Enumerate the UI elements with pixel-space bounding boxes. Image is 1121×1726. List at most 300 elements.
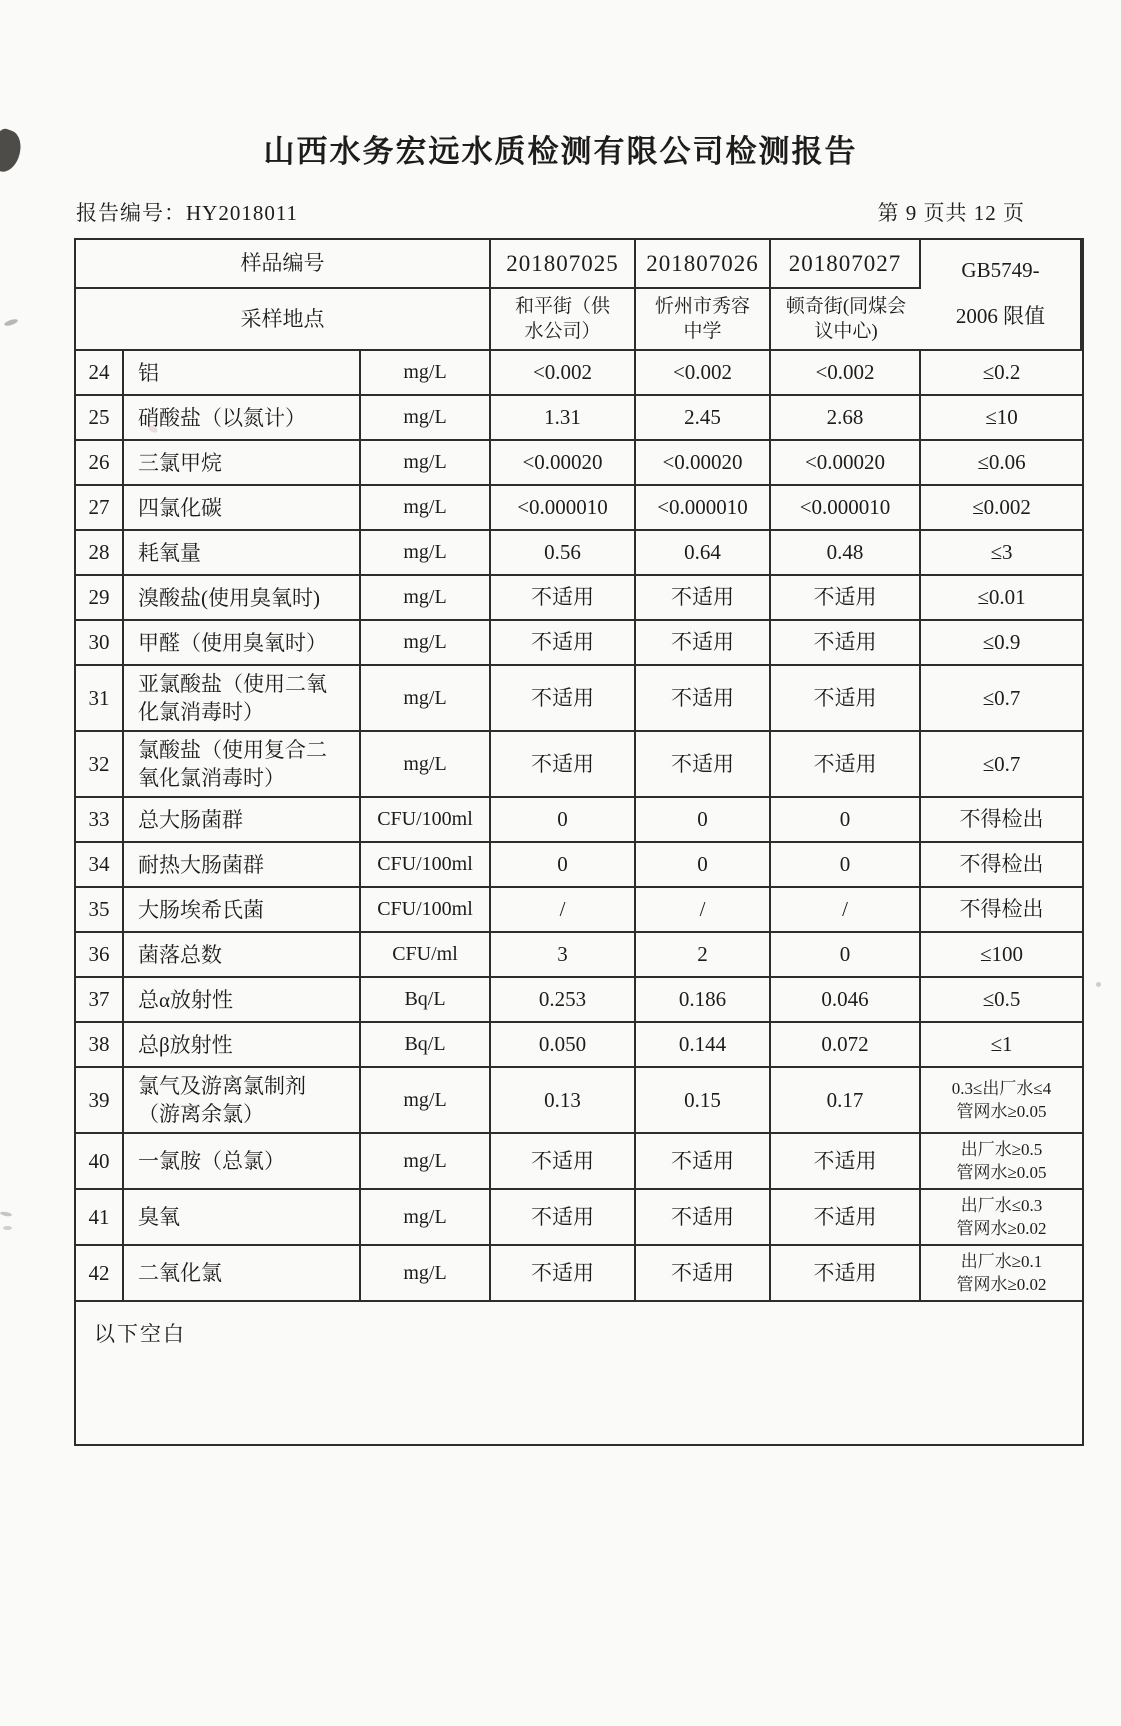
sample-value	[771, 1134, 921, 1188]
unit-text: mg/L	[403, 1088, 447, 1111]
unit	[361, 1068, 491, 1132]
scan-artifact	[1096, 982, 1101, 987]
table-row	[76, 441, 1082, 486]
unit-text: mg/L	[403, 496, 447, 518]
row-number-text: 28	[88, 540, 110, 564]
parameter-name-line: 甲醛（使用臭氧时）	[138, 630, 327, 655]
parameter-name-line: 化氯消毒时）	[138, 700, 264, 724]
sample-value-text: <0.000010	[799, 495, 891, 519]
blank-row	[76, 1302, 1082, 1444]
limit-value	[921, 576, 1082, 619]
sample-value	[636, 666, 771, 730]
parameter-name-line: 总大肠菌群	[138, 807, 243, 832]
row-number-text: 34	[88, 852, 110, 876]
sample-value	[771, 351, 921, 394]
unit-text: Bq/L	[404, 1033, 446, 1055]
sample-value-text: 0.050	[538, 1032, 587, 1056]
row-number-text: 33	[88, 807, 110, 831]
sample-value-text: 0.13	[544, 1087, 581, 1112]
sample-value	[491, 732, 636, 796]
parameter-name-line: 氯气及游离氯制剂	[138, 1074, 306, 1098]
limit-value-line: ≤0.7	[982, 685, 1021, 710]
sample-value-text: 0.144	[678, 1032, 727, 1056]
table-row	[76, 843, 1082, 888]
sample-value	[491, 888, 636, 931]
limit-value	[921, 1023, 1082, 1066]
sample-value	[491, 666, 636, 730]
sample-value-text: <0.000010	[517, 495, 608, 519]
parameter-name	[124, 732, 361, 796]
sample-value	[491, 1068, 636, 1132]
parameter-name	[124, 576, 361, 619]
sample-value-text: 0.046	[821, 987, 869, 1011]
sample-value-text: 0.17	[826, 1087, 864, 1112]
sample-value-text: 0	[839, 852, 851, 876]
parameter-name	[124, 531, 361, 574]
limit-value-line: 0.3≤出厂水≤4	[951, 1079, 1052, 1098]
row-number-text: 39	[88, 1087, 110, 1112]
row-number	[76, 486, 124, 529]
sample-value	[771, 441, 921, 484]
unit-text: mg/L	[403, 1149, 447, 1172]
unit	[361, 732, 491, 796]
limit-value-line: ≤0.01	[977, 585, 1026, 609]
parameter-name-line: 耗氧量	[138, 540, 201, 565]
sample-value-text: 3	[557, 942, 568, 966]
limit-value	[921, 978, 1082, 1021]
limit-value	[921, 1246, 1082, 1300]
limit-value-line: ≤0.2	[982, 360, 1021, 384]
unit	[361, 1246, 491, 1300]
parameter-name-line: 一氯胺（总氯）	[138, 1149, 285, 1173]
sample-value	[636, 732, 771, 796]
parameter-name-line: 氯酸盐（使用复合二	[138, 738, 327, 762]
limit-value-line: ≤0.002	[972, 495, 1031, 519]
limit-value-line: 出厂水≥0.1	[960, 1252, 1043, 1271]
parameter-name	[124, 978, 361, 1021]
row-number-text: 29	[88, 585, 110, 609]
unit-text: CFU/100ml	[377, 808, 473, 830]
sample-value-text: 不适用	[531, 1204, 594, 1229]
sample-value	[771, 486, 921, 529]
sample-value-text: 不适用	[671, 585, 734, 609]
table-row	[76, 621, 1082, 666]
table-row	[76, 888, 1082, 933]
row-number	[76, 1246, 124, 1300]
location-line: 忻州市秀容	[654, 296, 750, 317]
row-number	[76, 531, 124, 574]
sample-value	[491, 351, 636, 394]
unit-text: mg/L	[403, 686, 447, 709]
limit-value-line: 不得检出	[959, 897, 1044, 921]
parameter-name	[124, 888, 361, 931]
sample-value-text: <0.00020	[522, 450, 603, 474]
parameter-name	[124, 1134, 361, 1188]
row-number	[76, 978, 124, 1021]
sample-value-text: 不适用	[813, 585, 877, 609]
row-number	[76, 396, 124, 439]
limit-value-line: ≤0.5	[982, 987, 1021, 1011]
unit	[361, 843, 491, 886]
sample-value	[636, 843, 771, 886]
limit-header-line: 2006 限值	[955, 303, 1046, 328]
sample-value	[636, 1023, 771, 1066]
table-row	[76, 1190, 1082, 1246]
parameter-name-line: 硝酸盐（以氮计）	[138, 405, 306, 430]
location-3	[771, 289, 921, 351]
sample-value	[636, 441, 771, 484]
row-number	[76, 798, 124, 841]
sample-value	[771, 576, 921, 619]
sample-value-text: 不适用	[813, 751, 877, 776]
sample-value-text: 0.186	[678, 987, 727, 1011]
parameter-name-line: 三氯甲烷	[138, 450, 222, 475]
row-number-text: 27	[88, 495, 110, 519]
location-line: 顿奇街(同煤会	[785, 296, 907, 317]
sample-value-text: 0	[697, 852, 708, 876]
sample-value	[491, 798, 636, 841]
sample-value-text: 0.56	[544, 540, 581, 564]
unit	[361, 396, 491, 439]
unit-text: mg/L	[403, 361, 447, 383]
sample-value	[771, 531, 921, 574]
sample-value-text: 不适用	[671, 751, 734, 776]
row-number	[76, 1023, 124, 1066]
sample-value-text: 不适用	[531, 1260, 594, 1285]
report-table	[74, 238, 1084, 1446]
parameter-name	[124, 933, 361, 976]
parameter-name	[124, 798, 361, 841]
sample-value	[636, 576, 771, 619]
unit-text: mg/L	[403, 1261, 447, 1284]
limit-value	[921, 732, 1082, 796]
sample-id-2: 201807026	[636, 240, 771, 289]
sample-value	[491, 396, 636, 439]
table-row	[76, 978, 1082, 1023]
unit-text: Bq/L	[404, 988, 446, 1010]
limit-value	[921, 933, 1082, 976]
sample-value	[491, 933, 636, 976]
unit	[361, 933, 491, 976]
sample-value-text: 不适用	[813, 685, 877, 710]
location-label: 采样地点	[76, 289, 491, 351]
sample-value	[771, 798, 921, 841]
limit-value-line: 不得检出	[959, 807, 1044, 831]
row-number-text: 41	[88, 1204, 110, 1229]
location-1	[491, 289, 636, 351]
table-row	[76, 933, 1082, 978]
parameter-name	[124, 1068, 361, 1132]
sample-value-text: <0.000010	[657, 495, 748, 519]
sample-value-text: 不适用	[813, 1260, 877, 1285]
parameter-name-line: 总β放射性	[138, 1032, 233, 1057]
sample-value-text: 0	[557, 807, 568, 831]
limit-header-line: GB5749-	[961, 258, 1040, 283]
sample-value-text: 不适用	[813, 1204, 877, 1229]
sample-value-text: /	[842, 897, 848, 921]
sample-value-text: <0.002	[815, 360, 875, 384]
sample-value-text: 不适用	[813, 630, 877, 654]
sample-value	[636, 978, 771, 1021]
sample-value	[491, 1023, 636, 1066]
limit-value-line: 不得检出	[959, 852, 1044, 876]
row-number-text: 30	[88, 630, 110, 654]
unit-text: mg/L	[403, 541, 447, 563]
row-number-text: 24	[88, 360, 110, 384]
parameter-name	[124, 666, 361, 730]
limit-value	[921, 798, 1082, 841]
sample-value	[771, 732, 921, 796]
limit-value	[921, 621, 1082, 664]
parameter-name-line: 大肠埃希氏菌	[138, 897, 264, 922]
sample-value	[636, 1190, 771, 1244]
sample-value	[636, 798, 771, 841]
sample-value	[491, 1190, 636, 1244]
unit	[361, 531, 491, 574]
location-2	[636, 289, 771, 351]
parameter-name	[124, 843, 361, 886]
sample-value-text: 2.68	[826, 405, 864, 429]
sample-value	[771, 843, 921, 886]
sample-value	[491, 531, 636, 574]
unit-text: mg/L	[403, 406, 447, 428]
sample-value-text: 1.31	[544, 405, 581, 429]
limit-value	[921, 531, 1082, 574]
sample-value-text: 0.64	[684, 540, 721, 564]
sample-value-text: <0.002	[532, 360, 593, 384]
unit-text: CFU/100ml	[377, 898, 473, 920]
parameter-name	[124, 351, 361, 394]
sample-value-text: 2	[697, 942, 708, 966]
sample-value-text: 不适用	[671, 1260, 734, 1285]
limit-value	[921, 1134, 1082, 1188]
limit-value-line: 管网水≥0.02	[956, 1219, 1047, 1238]
parameter-name	[124, 1246, 361, 1300]
sample-value-text: 不适用	[531, 630, 594, 654]
limit-value-line: 管网水≥0.02	[956, 1275, 1047, 1294]
row-number-text: 40	[88, 1148, 110, 1173]
table-header	[76, 240, 1082, 351]
row-number	[76, 1068, 124, 1132]
unit-text: mg/L	[403, 586, 447, 608]
location-line: 水公司）	[524, 321, 601, 342]
row-number	[76, 351, 124, 394]
sample-id-label: 样品编号	[76, 240, 491, 289]
sample-value-text: 0.072	[821, 1032, 869, 1056]
sample-value	[771, 1246, 921, 1300]
row-number	[76, 666, 124, 730]
sample-value	[636, 1068, 771, 1132]
limit-value	[921, 351, 1082, 394]
location-line: 议中心)	[814, 321, 878, 342]
sample-value-text: 0.48	[826, 540, 864, 564]
parameter-name-line: 臭氧	[138, 1205, 180, 1229]
limit-value	[921, 888, 1082, 931]
parameter-name	[124, 1023, 361, 1066]
limit-value-line: 出厂水≥0.5	[960, 1140, 1043, 1159]
sample-value-text: 0.15	[684, 1087, 721, 1112]
unit	[361, 1190, 491, 1244]
sample-value	[491, 1246, 636, 1300]
page-title: 山西水务宏远水质检测有限公司检测报告	[263, 134, 858, 169]
limit-value-line: ≤0.9	[982, 630, 1021, 654]
sample-value-text: 0	[839, 807, 851, 831]
sample-value-text: 2.45	[684, 405, 721, 429]
limit-value-line: ≤100	[979, 942, 1024, 966]
row-number	[76, 732, 124, 796]
scan-artifact	[4, 318, 19, 327]
row-number	[76, 1134, 124, 1188]
sample-value-text: 不适用	[531, 685, 594, 710]
unit-text: CFU/100ml	[377, 853, 473, 875]
sample-value-text: 不适用	[531, 585, 594, 609]
sample-value	[636, 1246, 771, 1300]
table-row	[76, 531, 1082, 576]
unit	[361, 576, 491, 619]
location-line: 中学	[683, 321, 722, 342]
sample-value	[491, 576, 636, 619]
sample-value-text: 不适用	[531, 1148, 594, 1173]
row-number	[76, 843, 124, 886]
sample-value	[636, 1134, 771, 1188]
report-number: 报告编号：HY2018011	[76, 201, 299, 225]
parameter-name	[124, 486, 361, 529]
report-meta	[76, 197, 1025, 227]
table-row	[76, 1246, 1082, 1302]
row-number-text: 37	[88, 987, 110, 1011]
table-row	[76, 351, 1082, 396]
sample-value	[771, 888, 921, 931]
unit	[361, 351, 491, 394]
parameter-name-line: 溴酸盐(使用臭氧时)	[138, 585, 320, 610]
table-row	[76, 732, 1082, 798]
sample-value-text: <0.002	[672, 360, 733, 384]
limit-value	[921, 441, 1082, 484]
unit-text: mg/L	[403, 1205, 447, 1228]
parameter-name-line: 二氧化氯	[138, 1261, 222, 1285]
sample-value	[491, 486, 636, 529]
row-number	[76, 441, 124, 484]
unit-text: mg/L	[403, 451, 447, 473]
unit	[361, 888, 491, 931]
row-number	[76, 933, 124, 976]
sample-value-text: <0.00020	[662, 450, 743, 474]
row-number-text: 42	[88, 1260, 110, 1285]
limit-value	[921, 1068, 1082, 1132]
table-row	[76, 666, 1082, 732]
limit-value-line: 管网水≥0.05	[956, 1163, 1047, 1182]
limit-value	[921, 486, 1082, 529]
limit-value-line: ≤3	[990, 540, 1013, 564]
parameter-name-line: 氧化氯消毒时）	[138, 766, 285, 790]
row-number-text: 35	[88, 897, 110, 921]
sample-value	[771, 1190, 921, 1244]
unit	[361, 441, 491, 484]
table-row	[76, 1023, 1082, 1068]
parameter-name	[124, 621, 361, 664]
parameter-name	[124, 1190, 361, 1244]
blank-note: 以下空白	[94, 1322, 186, 1346]
limit-value	[921, 1190, 1082, 1244]
table-row	[76, 576, 1082, 621]
table-row	[76, 486, 1082, 531]
row-number-text: 31	[88, 685, 110, 710]
sample-value	[636, 531, 771, 574]
unit-text: CFU/ml	[392, 943, 458, 965]
row-number-text: 38	[88, 1032, 110, 1056]
row-number-text: 36	[88, 942, 110, 966]
sample-value-text: /	[699, 897, 706, 921]
table-body	[76, 351, 1082, 1302]
sample-value-text: /	[559, 897, 566, 921]
row-number	[76, 888, 124, 931]
location-line: 和平街（供	[514, 296, 610, 317]
sample-value-text: 0	[839, 942, 851, 966]
table-row	[76, 798, 1082, 843]
sample-value	[636, 621, 771, 664]
limit-value-line: 出厂水≤0.3	[960, 1196, 1043, 1215]
limit-value-line: ≤1	[990, 1032, 1013, 1056]
sample-value	[771, 396, 921, 439]
sample-value	[491, 978, 636, 1021]
unit	[361, 621, 491, 664]
scan-artifact	[0, 1211, 12, 1217]
table-row	[76, 396, 1082, 441]
sample-id-3: 201807027	[771, 240, 921, 289]
table-row	[76, 1068, 1082, 1134]
sample-value-text: <0.00020	[804, 450, 886, 474]
limit-value-line: ≤0.7	[982, 751, 1021, 776]
parameter-name-line: 耐热大肠菌群	[138, 852, 264, 877]
parameter-name-line: 总α放射性	[138, 987, 234, 1012]
scan-artifact	[3, 1226, 12, 1230]
limit-value-line: 管网水≥0.05	[956, 1102, 1047, 1121]
sample-value-text: 0.253	[538, 987, 587, 1011]
sample-value	[491, 621, 636, 664]
sample-value	[636, 486, 771, 529]
row-number	[76, 1190, 124, 1244]
sample-value	[491, 441, 636, 484]
row-number-text: 32	[88, 751, 110, 776]
sample-value	[636, 888, 771, 931]
parameter-name-line: 四氯化碳	[138, 495, 222, 520]
row-number	[76, 576, 124, 619]
unit	[361, 1023, 491, 1066]
limit-value	[921, 396, 1082, 439]
sample-value	[491, 843, 636, 886]
limit-value	[921, 843, 1082, 886]
unit-text: mg/L	[403, 631, 447, 653]
sample-id-1: 201807025	[491, 240, 636, 289]
sample-value	[771, 1068, 921, 1132]
parameter-name-line: （游离余氯）	[138, 1102, 264, 1126]
sample-value-text: 不适用	[671, 630, 734, 654]
limit-value-line: ≤10	[985, 405, 1018, 429]
parameter-name	[124, 441, 361, 484]
row-number-text: 25	[88, 405, 110, 429]
limit-value	[921, 666, 1082, 730]
sample-value-text: 0	[697, 807, 708, 831]
unit	[361, 978, 491, 1021]
sample-value	[636, 351, 771, 394]
sample-value	[771, 666, 921, 730]
page-indicator: 第 9 页共 12 页	[877, 201, 1025, 225]
parameter-name-line: 亚氯酸盐（使用二氧	[138, 672, 327, 696]
sample-value-text: 0	[557, 852, 568, 876]
sample-value-text: 不适用	[671, 1148, 734, 1173]
sample-value	[636, 933, 771, 976]
parameter-name-line: 菌落总数	[138, 942, 222, 967]
